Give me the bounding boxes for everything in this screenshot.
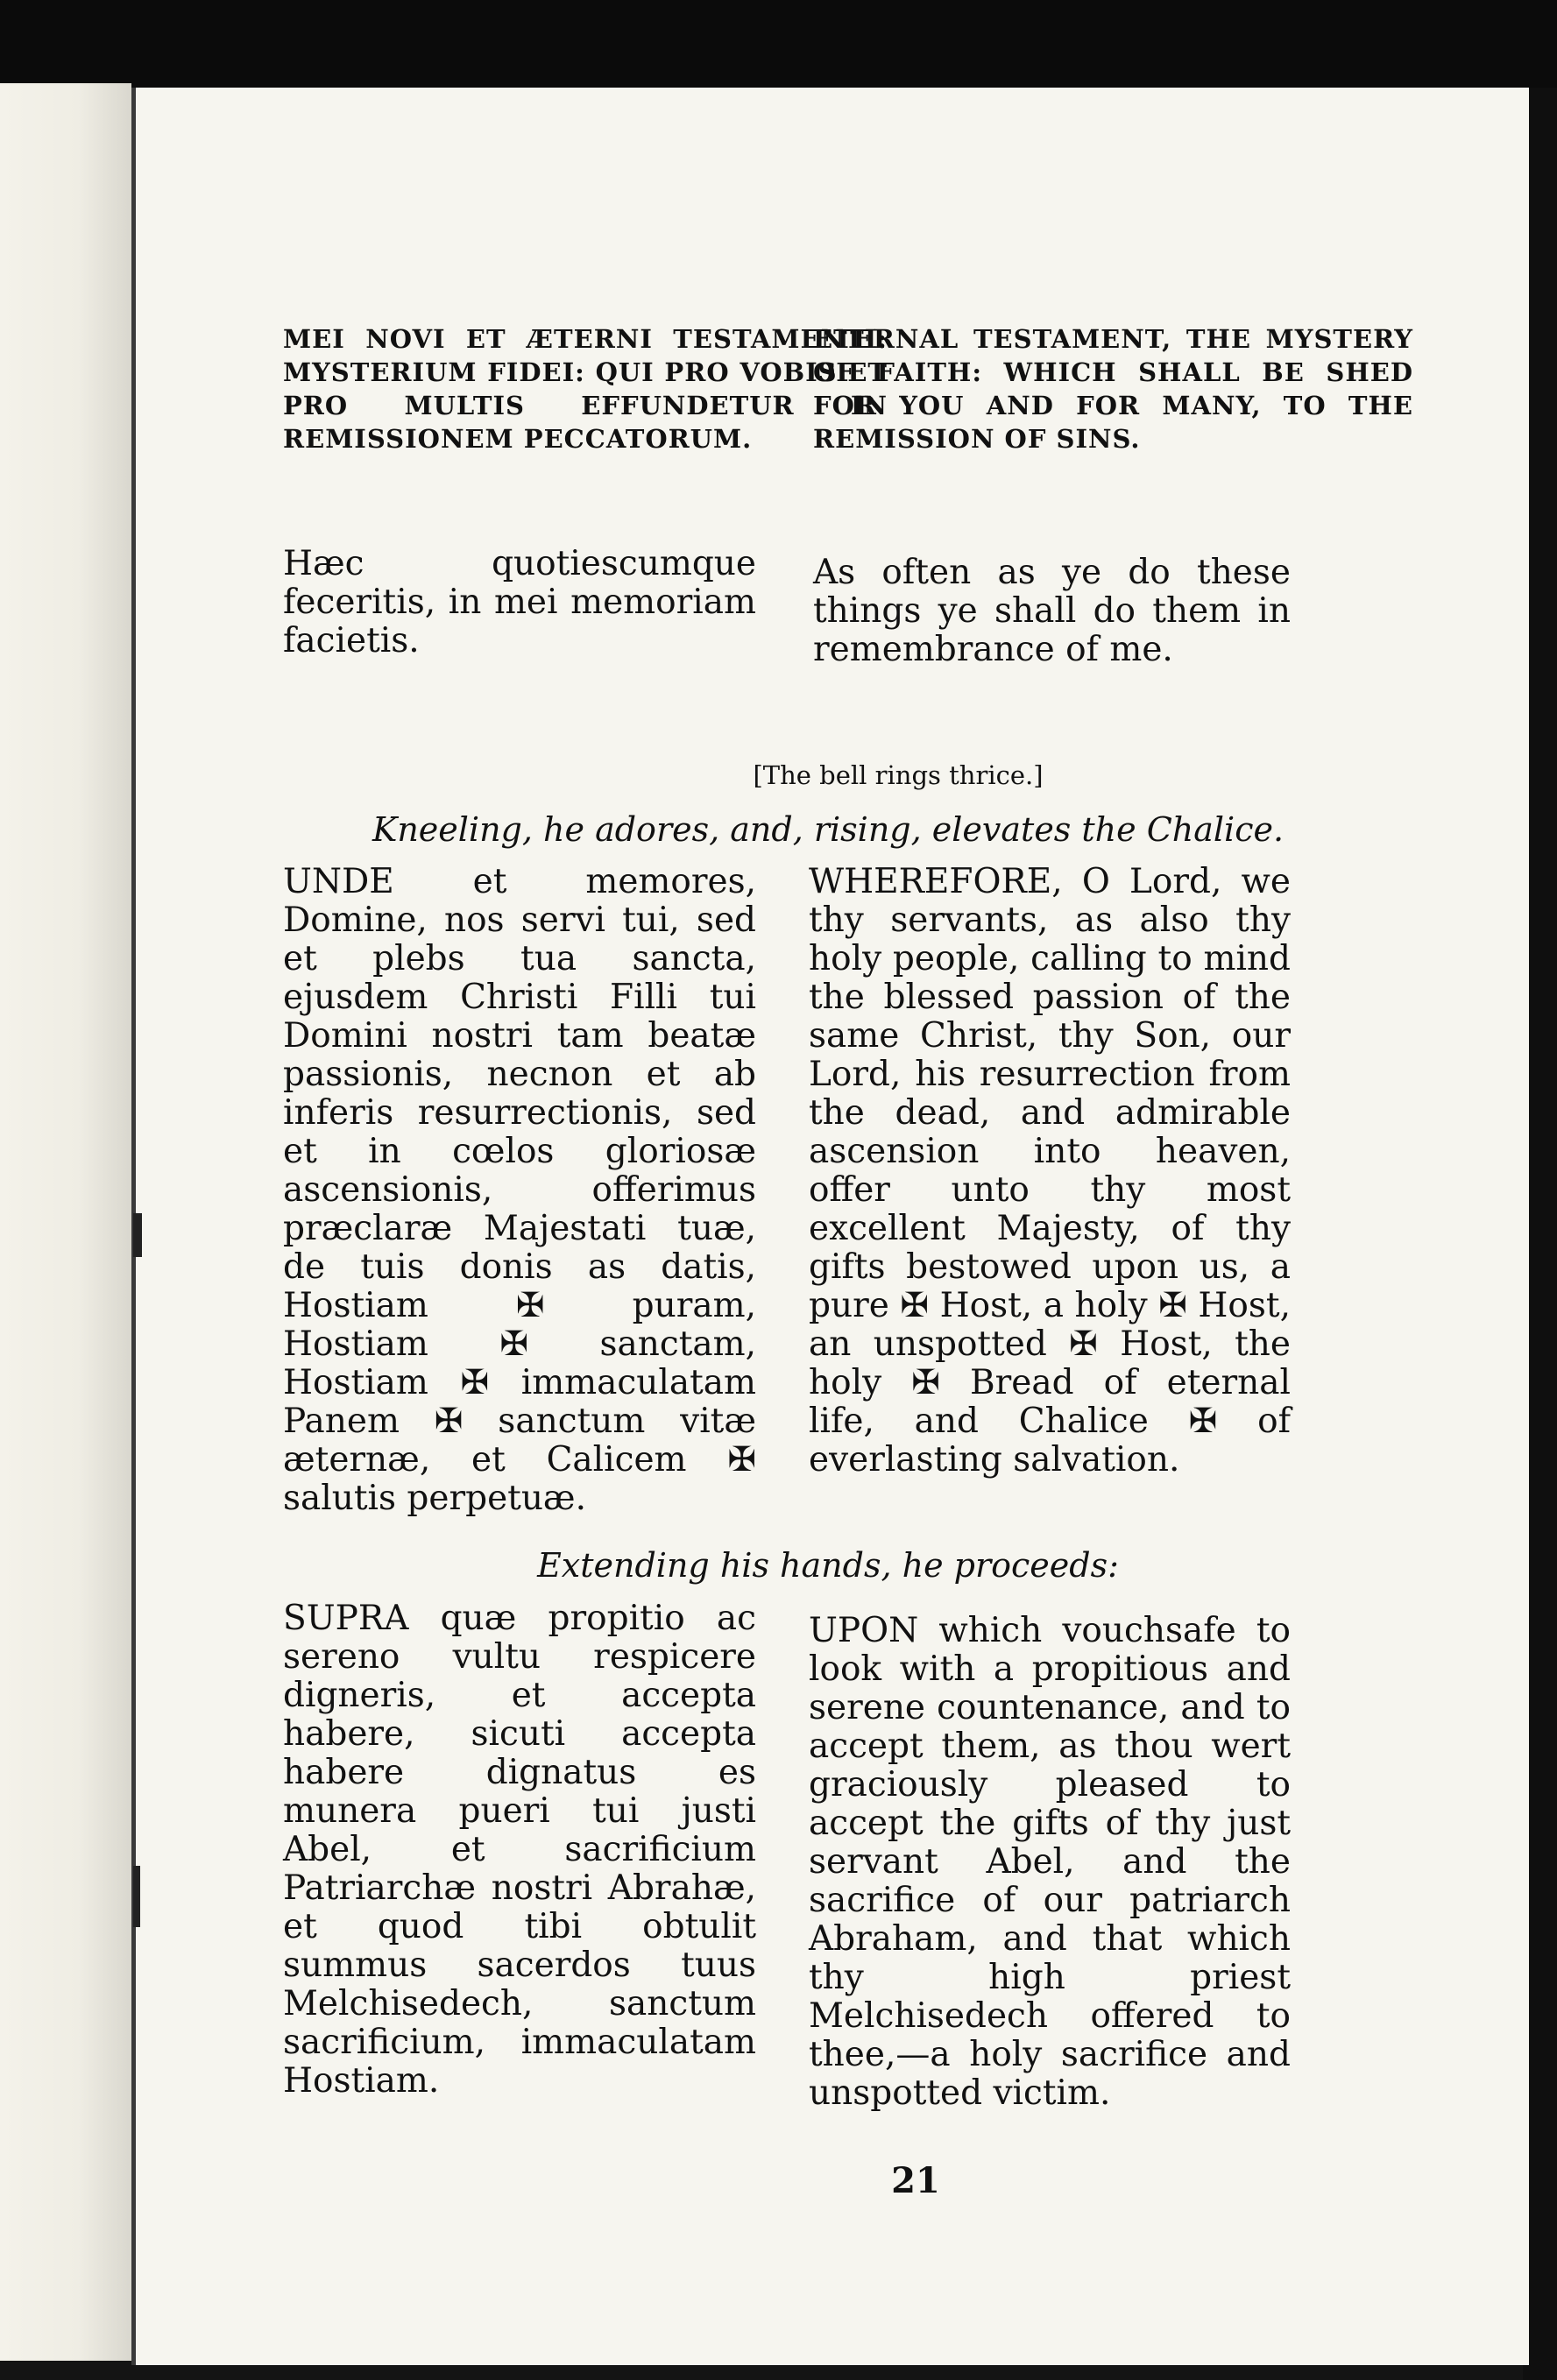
english-as-often-text: As often as ye do these things ye shall do them in remembrance of me.: [813, 553, 1291, 669]
scan-border-top: [0, 0, 1557, 92]
binding-mark: [133, 1213, 142, 1257]
latin-haec-text: Hæc quotiescumque feceritis, in mei memoriam facietis.: [283, 544, 756, 660]
english-upon-text: UPON which vouchsafe to look with a propitious and serene countenance, and to accept them, as thou wert graciously pleased to accept the gifts of thy just servant Abel, and the sacrifice of our patriarch Abraham, and that which thy high priest Melchisedech offered to thee,—a holy sacrifice and unspotted victim.: [809, 1611, 1291, 2113]
latin-haec-quotiescumque: [283, 545, 756, 660]
binding-mark: [133, 1866, 140, 1927]
book-page: [131, 88, 1529, 2365]
latin-caps-text: MEI NOVI ET ÆTERNI TESTAMENTI: MYSTERIUM FIDEI: QUI PRO VOBIS ET PRO MULTIS EFFUNDETUR IN REMISSIONEM PECCATORUM.: [283, 324, 888, 454]
facing-page-edge: [0, 83, 131, 2361]
page-number: 21: [891, 2160, 940, 2201]
latin-unde-et-memores: [283, 863, 756, 1518]
english-caps-text: ETERNAL TESTAMENT, THE MYSTERY OF FAITH: WHICH SHALL BE SHED FOR YOU AND FOR MANY, TO THE REMISSION OF SINS.: [813, 324, 1413, 454]
english-wherefore-text: WHEREFORE, O Lord, we thy servants, as also thy holy people, calling to mind the blessed passion of the same Christ, thy Son, our Lord, his resurrection from the dead, and admirable ascension into heaven, offer unto thy most excellent Majesty, of thy gifts bestowed upon us, a pure ✠ Host, a holy ✠ Host, an unspotted ✠ Host, the holy ✠ Bread of eternal life, and Chalice ✠ of everlasting salvation.: [809, 862, 1291, 1480]
bell-note: [The bell rings thrice.]: [753, 760, 1044, 790]
latin-supra-quae: [283, 1600, 756, 2101]
rubric-kneeling: Kneeling, he adores, and, rising, elevates the Chalice.: [372, 810, 1285, 849]
rubric-extending-hands: Extending his hands, he proceeds:: [537, 1546, 1119, 1585]
latin-supra-text: SUPRA quæ propitio ac sereno vultu respicere digneris, et accepta habere, sicuti accepta habere dignatus es munera pueri tui justi Abel, et sacrificium Patriarchæ nostri Abrahæ, et quod tibi obtulit summus sacerdos tuus Melchisedech, sanctum sacrificium, immaculatam Hostiam.: [283, 1599, 756, 2101]
english-as-often: [813, 554, 1291, 669]
latin-unde-text: UNDE et memores, Domine, nos servi tui, sed et plebs tua sancta, ejusdem Christi Filli tui Domini nostri tam beatæ passionis, necnon et ab inferis resurrectionis, sed et in cœlos gloriosæ ascensionis, offerimus præclaræ Majestati tuæ, de tuis donis as datis, Hostiam ✠ puram, Hostiam ✠ sanctam, Hostiam ✠ immaculatam Panem ✠ sanctum vitæ æternæ, et Calicem ✠ salutis perpetuæ.: [283, 862, 756, 1518]
latin-consecration-caps: [283, 322, 888, 456]
english-wherefore: [809, 863, 1291, 1480]
english-consecration-caps: [813, 322, 1413, 456]
english-upon-which: [809, 1612, 1291, 2113]
